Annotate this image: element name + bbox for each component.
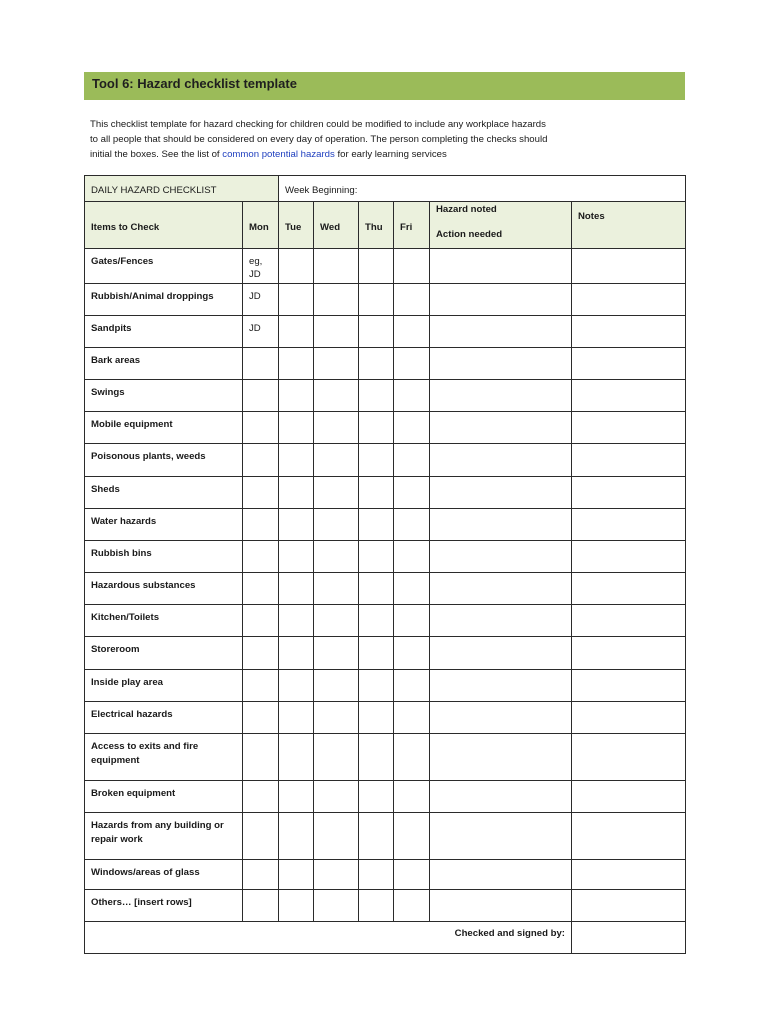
cell-mon[interactable] bbox=[243, 412, 279, 444]
cell-tue[interactable] bbox=[279, 316, 314, 348]
cell-fri[interactable] bbox=[394, 670, 430, 702]
header-hazard-action bbox=[430, 202, 572, 249]
header-wed: Wed bbox=[314, 202, 359, 249]
cell-fri[interactable] bbox=[394, 813, 430, 860]
cell-fri[interactable] bbox=[394, 509, 430, 541]
cell-hazard[interactable] bbox=[430, 316, 572, 348]
table-row bbox=[85, 412, 686, 444]
cell-fri[interactable] bbox=[394, 702, 430, 734]
cell-fri[interactable] bbox=[394, 781, 430, 813]
signature-row bbox=[85, 922, 686, 954]
cell-tue[interactable] bbox=[279, 605, 314, 637]
cell-hazard[interactable] bbox=[430, 670, 572, 702]
intro-line-2: to all people that should be considered on every day of operation. The person completing the checks should bbox=[90, 134, 548, 145]
cell-notes[interactable] bbox=[572, 316, 686, 348]
table-row bbox=[85, 477, 686, 509]
cell-mon[interactable] bbox=[243, 573, 279, 605]
common-hazards-link[interactable]: common potential hazards bbox=[222, 149, 335, 160]
cell-fri[interactable] bbox=[394, 541, 430, 573]
cell-hazard[interactable] bbox=[430, 348, 572, 380]
table-row bbox=[85, 813, 686, 860]
page-title: Tool 6: Hazard checklist template bbox=[84, 72, 685, 100]
cell-wed[interactable] bbox=[314, 541, 359, 573]
header-items-to-check: Items to Check bbox=[85, 202, 243, 249]
cell-hazard[interactable] bbox=[430, 509, 572, 541]
cell-thu[interactable] bbox=[359, 637, 394, 670]
cell-wed[interactable] bbox=[314, 781, 359, 813]
intro-line-3 bbox=[90, 147, 690, 162]
cell-thu[interactable] bbox=[359, 316, 394, 348]
cell-notes[interactable] bbox=[572, 284, 686, 316]
table-row bbox=[85, 509, 686, 541]
table-row bbox=[85, 284, 686, 316]
item-label: Hazards from any building or repair work bbox=[85, 813, 243, 860]
cell-thu[interactable] bbox=[359, 734, 394, 781]
item-label: Rubbish/Animal droppings bbox=[85, 284, 243, 316]
cell-fri[interactable] bbox=[394, 412, 430, 444]
cell-thu[interactable] bbox=[359, 702, 394, 734]
cell-tue[interactable] bbox=[279, 509, 314, 541]
header-thu: Thu bbox=[359, 202, 394, 249]
cell-mon[interactable]: JD bbox=[243, 284, 279, 316]
cell-tue[interactable] bbox=[279, 637, 314, 670]
item-label: Windows/areas of glass bbox=[85, 860, 243, 890]
cell-tue[interactable] bbox=[279, 249, 314, 284]
table-row bbox=[85, 781, 686, 813]
cell-fri[interactable] bbox=[394, 637, 430, 670]
cell-hazard[interactable] bbox=[430, 637, 572, 670]
cell-fri[interactable] bbox=[394, 860, 430, 890]
cell-notes[interactable] bbox=[572, 702, 686, 734]
cell-thu[interactable] bbox=[359, 444, 394, 477]
week-beginning-field[interactable]: Week Beginning: bbox=[279, 176, 686, 202]
header-tue: Tue bbox=[279, 202, 314, 249]
cell-notes[interactable] bbox=[572, 380, 686, 412]
cell-thu[interactable] bbox=[359, 541, 394, 573]
cell-notes[interactable] bbox=[572, 412, 686, 444]
cell-hazard[interactable] bbox=[430, 249, 572, 284]
cell-mon[interactable] bbox=[243, 541, 279, 573]
cell-wed[interactable] bbox=[314, 477, 359, 509]
cell-tue[interactable] bbox=[279, 860, 314, 890]
table-row bbox=[85, 605, 686, 637]
cell-thu[interactable] bbox=[359, 890, 394, 922]
cell-wed[interactable] bbox=[314, 813, 359, 860]
cell-tue[interactable] bbox=[279, 890, 314, 922]
table-row bbox=[85, 249, 686, 284]
item-label: Bark areas bbox=[85, 348, 243, 380]
cell-notes[interactable] bbox=[572, 444, 686, 477]
cell-fri[interactable] bbox=[394, 477, 430, 509]
cell-mon[interactable] bbox=[243, 509, 279, 541]
table-row bbox=[85, 670, 686, 702]
column-header-row bbox=[85, 202, 686, 249]
table-row bbox=[85, 860, 686, 890]
item-label: Sandpits bbox=[85, 316, 243, 348]
cell-mon[interactable] bbox=[243, 670, 279, 702]
table-row bbox=[85, 541, 686, 573]
cell-notes[interactable] bbox=[572, 541, 686, 573]
cell-wed[interactable] bbox=[314, 605, 359, 637]
cell-thu[interactable] bbox=[359, 509, 394, 541]
item-label: Inside play area bbox=[85, 670, 243, 702]
cell-mon[interactable]: eg, JD bbox=[243, 249, 279, 284]
cell-thu[interactable] bbox=[359, 477, 394, 509]
cell-tue[interactable] bbox=[279, 444, 314, 477]
hazard-checklist-table bbox=[84, 175, 686, 954]
cell-mon[interactable] bbox=[243, 477, 279, 509]
table-row bbox=[85, 316, 686, 348]
cell-fri[interactable] bbox=[394, 734, 430, 781]
cell-tue[interactable] bbox=[279, 541, 314, 573]
cell-thu[interactable] bbox=[359, 573, 394, 605]
table-row bbox=[85, 890, 686, 922]
cell-wed[interactable] bbox=[314, 734, 359, 781]
item-label: Broken equipment bbox=[85, 781, 243, 813]
cell-wed[interactable] bbox=[314, 573, 359, 605]
cell-hazard[interactable] bbox=[430, 380, 572, 412]
cell-notes[interactable] bbox=[572, 637, 686, 670]
cell-thu[interactable] bbox=[359, 412, 394, 444]
cell-hazard[interactable] bbox=[430, 813, 572, 860]
item-label: Sheds bbox=[85, 477, 243, 509]
cell-notes[interactable] bbox=[572, 734, 686, 781]
cell-mon[interactable] bbox=[243, 605, 279, 637]
cell-wed[interactable] bbox=[314, 509, 359, 541]
cell-hazard[interactable] bbox=[430, 734, 572, 781]
cell-mon[interactable]: JD bbox=[243, 316, 279, 348]
cell-tue[interactable] bbox=[279, 734, 314, 781]
cell-thu[interactable] bbox=[359, 249, 394, 284]
cell-fri[interactable] bbox=[394, 444, 430, 477]
cell-fri[interactable] bbox=[394, 605, 430, 637]
cell-hazard[interactable] bbox=[430, 477, 572, 509]
daily-hazard-checklist-title: DAILY HAZARD CHECKLIST bbox=[85, 176, 279, 202]
item-label: Electrical hazards bbox=[85, 702, 243, 734]
cell-notes[interactable] bbox=[572, 509, 686, 541]
cell-hazard[interactable] bbox=[430, 284, 572, 316]
cell-tue[interactable] bbox=[279, 573, 314, 605]
cell-mon[interactable] bbox=[243, 781, 279, 813]
cell-fri[interactable] bbox=[394, 249, 430, 284]
table-row bbox=[85, 702, 686, 734]
cell-wed[interactable] bbox=[314, 637, 359, 670]
cell-mon[interactable] bbox=[243, 348, 279, 380]
cell-wed[interactable] bbox=[314, 670, 359, 702]
item-label: Gates/Fences bbox=[85, 249, 243, 284]
cell-thu[interactable] bbox=[359, 781, 394, 813]
cell-notes[interactable] bbox=[572, 781, 686, 813]
cell-wed[interactable] bbox=[314, 860, 359, 890]
cell-hazard[interactable] bbox=[430, 702, 572, 734]
cell-mon[interactable] bbox=[243, 734, 279, 781]
table-row bbox=[85, 573, 686, 605]
signature-field[interactable] bbox=[572, 922, 686, 954]
cell-mon[interactable] bbox=[243, 860, 279, 890]
table-row bbox=[85, 380, 686, 412]
cell-notes[interactable] bbox=[572, 573, 686, 605]
cell-fri[interactable] bbox=[394, 348, 430, 380]
cell-tue[interactable] bbox=[279, 284, 314, 316]
cell-notes[interactable] bbox=[572, 477, 686, 509]
table-row bbox=[85, 637, 686, 670]
cell-tue[interactable] bbox=[279, 380, 314, 412]
cell-hazard[interactable] bbox=[430, 412, 572, 444]
cell-thu[interactable] bbox=[359, 670, 394, 702]
cell-fri[interactable] bbox=[394, 573, 430, 605]
cell-hazard[interactable] bbox=[430, 781, 572, 813]
intro-paragraph bbox=[90, 117, 690, 162]
cell-hazard[interactable] bbox=[430, 444, 572, 477]
cell-tue[interactable] bbox=[279, 670, 314, 702]
item-label: Access to exits and fire equipment bbox=[85, 734, 243, 781]
cell-hazard[interactable] bbox=[430, 860, 572, 890]
cell-wed[interactable] bbox=[314, 284, 359, 316]
cell-thu[interactable] bbox=[359, 348, 394, 380]
checklist-title-row bbox=[85, 176, 686, 202]
item-label: Storeroom bbox=[85, 637, 243, 670]
item-label: Mobile equipment bbox=[85, 412, 243, 444]
cell-wed[interactable] bbox=[314, 412, 359, 444]
table-row bbox=[85, 348, 686, 380]
cell-notes[interactable] bbox=[572, 605, 686, 637]
cell-tue[interactable] bbox=[279, 702, 314, 734]
cell-mon[interactable] bbox=[243, 890, 279, 922]
cell-notes[interactable] bbox=[572, 813, 686, 860]
item-label: Swings bbox=[85, 380, 243, 412]
cell-wed[interactable] bbox=[314, 380, 359, 412]
cell-thu[interactable] bbox=[359, 284, 394, 316]
cell-tue[interactable] bbox=[279, 348, 314, 380]
header-notes: Notes bbox=[572, 202, 686, 249]
cell-wed[interactable] bbox=[314, 444, 359, 477]
cell-mon[interactable] bbox=[243, 444, 279, 477]
cell-wed[interactable] bbox=[314, 249, 359, 284]
item-label: Kitchen/Toilets bbox=[85, 605, 243, 637]
table-row bbox=[85, 734, 686, 781]
cell-thu[interactable] bbox=[359, 380, 394, 412]
cell-fri[interactable] bbox=[394, 316, 430, 348]
cell-notes[interactable] bbox=[572, 890, 686, 922]
cell-notes[interactable] bbox=[572, 249, 686, 284]
cell-notes[interactable] bbox=[572, 348, 686, 380]
cell-fri[interactable] bbox=[394, 380, 430, 412]
cell-notes[interactable] bbox=[572, 670, 686, 702]
cell-thu[interactable] bbox=[359, 813, 394, 860]
table-row bbox=[85, 444, 686, 477]
item-label: Others… [insert rows] bbox=[85, 890, 243, 922]
intro-line-3-tail: for early learning services bbox=[334, 149, 447, 160]
cell-tue[interactable] bbox=[279, 781, 314, 813]
cell-tue[interactable] bbox=[279, 412, 314, 444]
cell-mon[interactable] bbox=[243, 702, 279, 734]
cell-thu[interactable] bbox=[359, 605, 394, 637]
intro-line-3-text: initial the boxes. See the list of bbox=[90, 149, 223, 160]
header-hazard-noted: Hazard noted bbox=[436, 204, 497, 215]
cell-wed[interactable] bbox=[314, 702, 359, 734]
intro-line-1: This checklist template for hazard checking for children could be modified to include any workplace hazards bbox=[90, 119, 546, 130]
cell-mon[interactable] bbox=[243, 637, 279, 670]
header-fri: Fri bbox=[394, 202, 430, 249]
cell-wed[interactable] bbox=[314, 890, 359, 922]
cell-mon[interactable] bbox=[243, 813, 279, 860]
cell-hazard[interactable] bbox=[430, 890, 572, 922]
cell-fri[interactable] bbox=[394, 284, 430, 316]
item-label: Water hazards bbox=[85, 509, 243, 541]
cell-tue[interactable] bbox=[279, 813, 314, 860]
cell-mon[interactable] bbox=[243, 380, 279, 412]
cell-hazard[interactable] bbox=[430, 573, 572, 605]
item-label: Poisonous plants, weeds bbox=[85, 444, 243, 477]
cell-tue[interactable] bbox=[279, 477, 314, 509]
cell-wed[interactable] bbox=[314, 316, 359, 348]
cell-thu[interactable] bbox=[359, 860, 394, 890]
header-mon: Mon bbox=[243, 202, 279, 249]
cell-hazard[interactable] bbox=[430, 541, 572, 573]
cell-fri[interactable] bbox=[394, 890, 430, 922]
item-label: Rubbish bins bbox=[85, 541, 243, 573]
cell-notes[interactable] bbox=[572, 860, 686, 890]
cell-wed[interactable] bbox=[314, 348, 359, 380]
item-label: Hazardous substances bbox=[85, 573, 243, 605]
header-action-needed: Action needed bbox=[436, 229, 503, 240]
cell-hazard[interactable] bbox=[430, 605, 572, 637]
checked-signed-label: Checked and signed by: bbox=[85, 922, 572, 954]
